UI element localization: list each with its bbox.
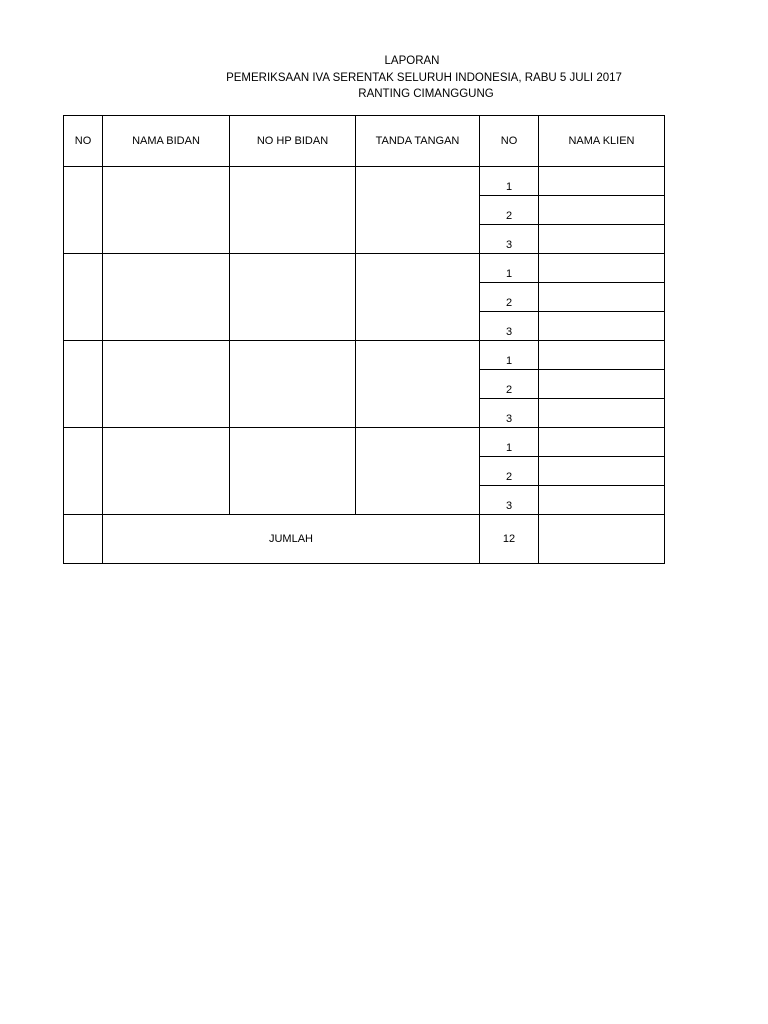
client-no-cell: 2 [480, 370, 539, 399]
table-row [64, 254, 665, 283]
report-branch: RANTING CIMANGGUNG [358, 88, 494, 100]
bidan-no-cell [64, 428, 103, 515]
client-no-cell: 3 [480, 399, 539, 428]
nama-klien-cell [539, 196, 665, 225]
no-hp-bidan-cell [230, 254, 356, 341]
table-row [64, 428, 665, 457]
client-no-cell: 3 [480, 486, 539, 515]
nama-klien-cell [539, 428, 665, 457]
nama-klien-cell [539, 370, 665, 399]
client-no-cell: 1 [480, 428, 539, 457]
report-subtitle: PEMERIKSAAN IVA SERENTAK SELURUH INDONESIA, RABU 5 JULI 2017 [226, 71, 622, 84]
column-header-no: NO [64, 116, 103, 167]
column-header-nama-klien: NAMA KLIEN [539, 116, 665, 167]
nama-klien-cell [539, 399, 665, 428]
nama-bidan-cell [103, 167, 230, 254]
column-header-client-no: NO [480, 116, 539, 167]
tanda-tangan-cell [356, 341, 480, 428]
tanda-tangan-cell [356, 428, 480, 515]
client-no-cell: 1 [480, 341, 539, 370]
client-no-cell: 2 [480, 283, 539, 312]
total-klien-cell [539, 515, 665, 564]
nama-klien-cell [539, 341, 665, 370]
report-header [0, 53, 768, 103]
client-no-cell: 2 [480, 457, 539, 486]
total-label: JUMLAH [103, 515, 480, 564]
nama-klien-cell [539, 486, 665, 515]
column-header-tanda-tangan: TANDA TANGAN [356, 116, 480, 167]
no-hp-bidan-cell [230, 341, 356, 428]
tanda-tangan-cell [356, 254, 480, 341]
nama-klien-cell [539, 312, 665, 341]
bidan-no-cell [64, 341, 103, 428]
client-no-cell: 2 [480, 196, 539, 225]
bidan-no-cell [64, 167, 103, 254]
nama-klien-cell [539, 254, 665, 283]
nama-bidan-cell [103, 254, 230, 341]
nama-klien-cell [539, 167, 665, 196]
bidan-no-cell [64, 254, 103, 341]
no-hp-bidan-cell [230, 428, 356, 515]
report-table [63, 115, 665, 564]
no-hp-bidan-cell [230, 167, 356, 254]
client-no-cell: 1 [480, 167, 539, 196]
tanda-tangan-cell [356, 167, 480, 254]
total-row [64, 515, 665, 564]
column-header-no-hp-bidan: NO HP BIDAN [230, 116, 356, 167]
table-header-row [64, 116, 665, 167]
total-no-cell [64, 515, 103, 564]
nama-klien-cell [539, 283, 665, 312]
total-value: 12 [480, 515, 539, 564]
table-row [64, 167, 665, 196]
client-no-cell: 3 [480, 225, 539, 254]
client-no-cell: 3 [480, 312, 539, 341]
report-title: LAPORAN [384, 55, 440, 67]
table-row [64, 341, 665, 370]
nama-klien-cell [539, 457, 665, 486]
nama-bidan-cell [103, 341, 230, 428]
client-no-cell: 1 [480, 254, 539, 283]
nama-klien-cell [539, 225, 665, 254]
column-header-nama-bidan: NAMA BIDAN [103, 116, 230, 167]
nama-bidan-cell [103, 428, 230, 515]
